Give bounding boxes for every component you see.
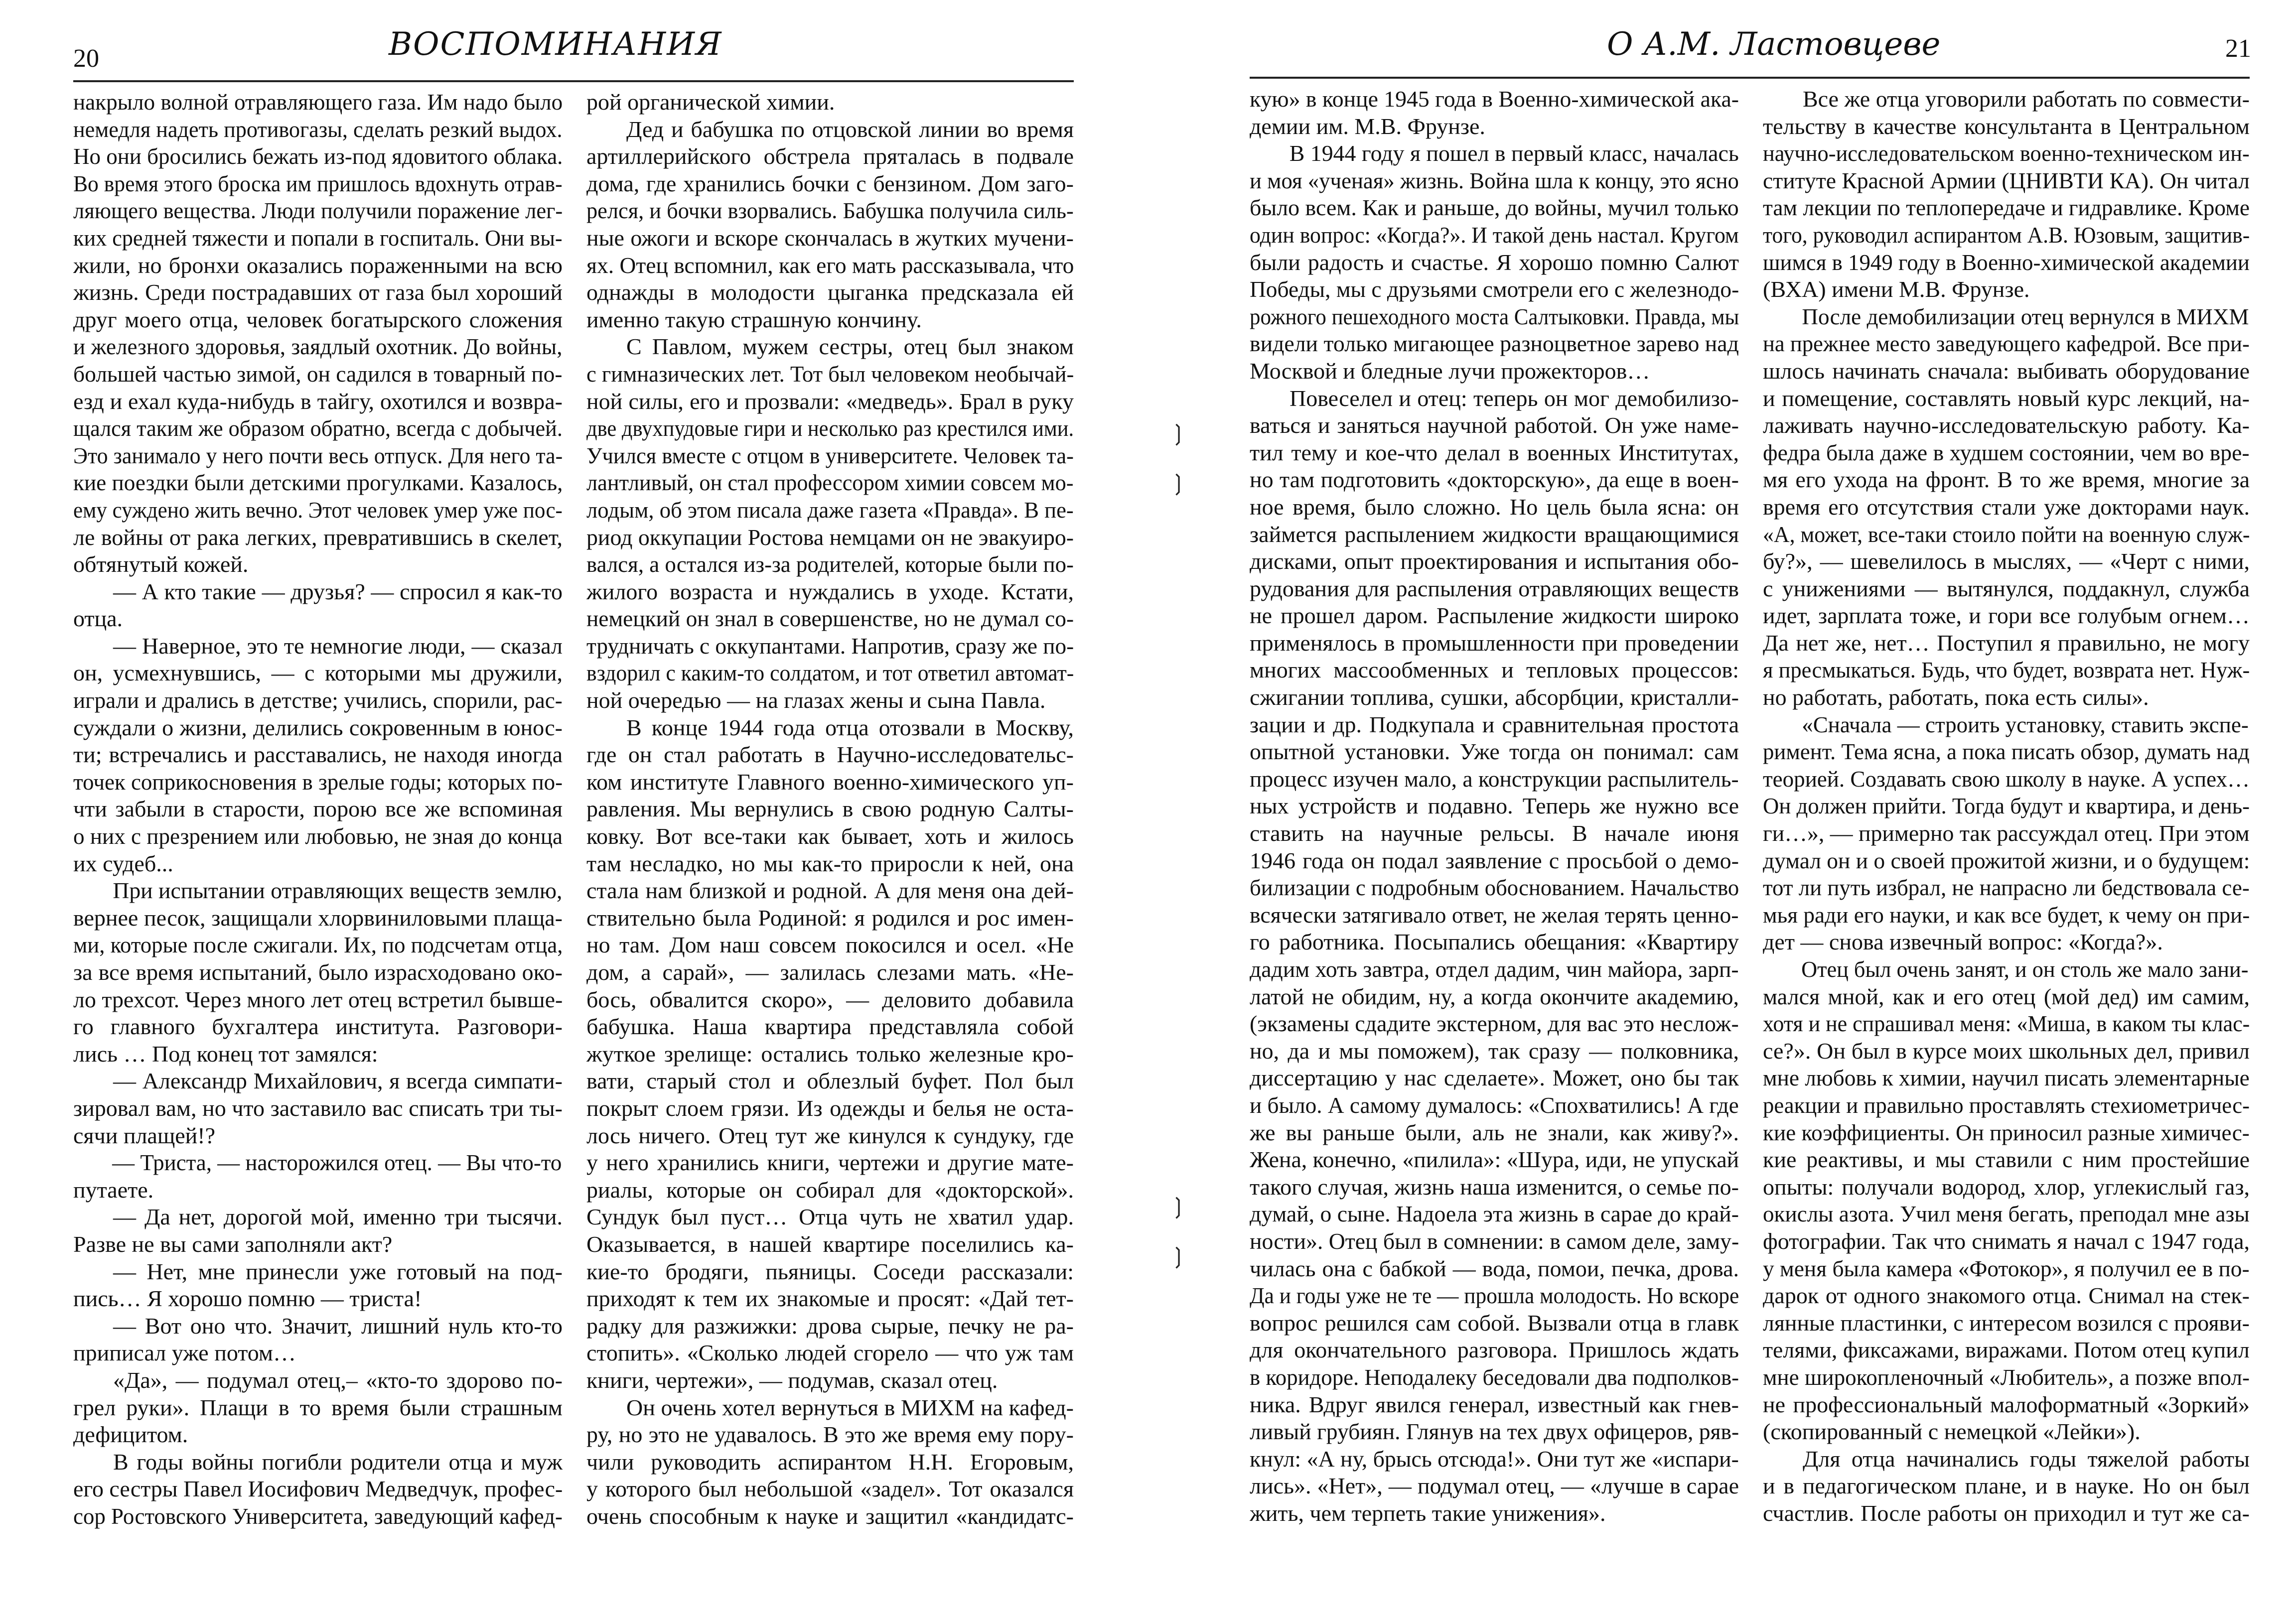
text-line: бабушка. Наша квартира представляла собой (586, 1014, 1074, 1040)
text-line: латой не обидим, ну, а когда окончите академию, (1250, 983, 1739, 1009)
text-line: Да и годы уже не те — прошла молодость. Но вскоре (1250, 1283, 1739, 1309)
text-line: федра была даже в худшем состоянии, чем во вре- (1763, 439, 2250, 465)
text-line: их судеб... (73, 850, 173, 876)
text-line: но работать, работать, пока есть силы». (1763, 684, 2149, 710)
text-line: мья ради его науки, и как все будет, к чему он при- (1763, 902, 2250, 928)
text-line: лантливый, он стал профессором химии совсем мо- (586, 470, 1074, 496)
text-line: Сундук был пуст… Отца чуть не хватил удар. (586, 1204, 1074, 1230)
text-line: там несладко, но мы как-то приросли к ней, она (586, 850, 1074, 876)
text-line: Во время этого броска им пришлось вдохнуть отрав- (73, 170, 563, 196)
text-line: там лекции по теплопередаче и гидравлике. Кроме (1763, 195, 2250, 221)
text-line: на прежнее место заведующего кафедрой. Все при- (1763, 331, 2250, 357)
text-line: немецкий он знал в совершенстве, но не думал со- (586, 606, 1074, 632)
text-line: сячи плащей!? (73, 1122, 216, 1148)
text-line: Дед и бабушка по отцовской линии во время (626, 116, 1074, 142)
text-line: кие коэффициенты. Он приносил разные химичес- (1763, 1119, 2250, 1145)
text-line: ле войны от рака легких, превратившись в скелет, (73, 524, 563, 550)
text-line: опыты: получали водород, хлор, углекислый газ, (1763, 1174, 2250, 1200)
text-line: — Вот оно что. Значит, лишний нуль кто-то (113, 1313, 563, 1339)
text-line: чилась она с бабкой — вода, помои, печка, дрова. (1250, 1255, 1739, 1281)
text-line: у него хранились книги, чертежи и другие мате- (586, 1150, 1074, 1176)
text-line: Да нет же, нет… Поступил я правильно, не могу (1763, 630, 2250, 656)
text-line: рудования для распыления отравляющих веществ (1250, 575, 1739, 601)
text-line: дадим хоть завтра, отдел дадим, чин майора, зарп- (1250, 956, 1739, 982)
text-line: кие-то бродяги, пьяницы. Соседи рассказали: (586, 1258, 1074, 1284)
text-line: ности». Отец был в сомнении: в самом деле, заму- (1250, 1228, 1739, 1254)
text-line: дефицитом. (73, 1422, 188, 1448)
text-line: радку для разжижки: дрова сырые, печку не ра- (586, 1313, 1074, 1339)
text-line: ных устройств и подавно. Теперь же нужно все (1250, 793, 1739, 819)
text-line: (скопированный с немецкой «Лейки»). (1763, 1419, 2141, 1445)
text-line: приходят к тем их знакомые и просят: «Дай тет- (586, 1286, 1074, 1312)
text-line: вати, старый стол и облезлый буфет. Пол был (586, 1068, 1074, 1094)
text-line: займется распылением жидкости вращающимися (1250, 521, 1739, 547)
text-line: у которого был небольшой «задел». Тот оказался (586, 1476, 1074, 1502)
text-line: езд и ехал куда-нибудь в тайгу, охотился и возвра- (73, 388, 563, 414)
text-line: такого случая, жизнь наша изменится, о семье по- (1250, 1174, 1739, 1200)
text-line: того, руководил аспирантом А.В. Юзовым, защитив- (1763, 222, 2250, 248)
text-line: жилого возраста и нуждались в уходе. Кстати, (586, 578, 1074, 604)
text-line: кую» в конце 1945 года в Военно-химической ака- (1250, 86, 1739, 112)
text-line: обтянутый кожей. (73, 551, 249, 577)
text-line: Это занимало у него почти весь отпуск. Для него та- (73, 442, 563, 468)
text-line: 1946 года он подал заявление с просьбой о демо- (1250, 847, 1739, 873)
text-line: бу?», — шевелилось в мыслях, — «Черт с ними, (1763, 548, 2250, 574)
text-line: В 1944 году я пошел в первый класс, началась (1289, 140, 1739, 166)
text-line: не прошел даром. Распыление жидкости широко (1250, 603, 1739, 629)
text-line: ные ожоги и вскоре скончалась в жутких мучени- (586, 225, 1074, 251)
text-line: именно такую страшную кончину. (586, 306, 922, 332)
text-line: чти забыли в старости, порою все же вспоминая (73, 796, 563, 822)
text-line: ливый грубиян. Глянув на тех двух офицеров, ряв- (1250, 1419, 1739, 1445)
text-line: Повеселел и отец: теперь он мог демобилизо- (1290, 385, 1739, 411)
text-line: дарок от одного знакомого отца. Снимал на стек- (1763, 1283, 2250, 1309)
text-line: ло трехсот. Через много лет отец встретил бывше- (73, 986, 563, 1012)
text-line: риод оккупации Ростова немцами он не эвакуиро- (586, 524, 1074, 550)
text-line: ми, которые после сжигали. Их, по подсчетам отца, (73, 932, 563, 958)
text-line: ное время, было сложно. Но цель была ясна: он (1250, 494, 1739, 520)
text-line: накрыло волной отравляющего газа. Им надо было (73, 89, 563, 115)
text-line: фотографии. Так что снимать я начал с 1947 года, (1763, 1228, 2250, 1254)
text-line: окислы азота. Учил меня бегать, преподал мне азы (1763, 1201, 2250, 1227)
text-line: лянные пластинки, с интересом возился с прояви- (1763, 1310, 2250, 1336)
text-line: дома, где хранились бочки с бензином. Дом заго- (586, 170, 1074, 196)
text-line: жуткое зрелище: остались только железные кро- (586, 1041, 1074, 1067)
text-line: демии им. М.В. Фрунзе. (1250, 113, 1485, 139)
text-line: шлось начинать сначала: выбивать оборудование (1763, 358, 2250, 384)
text-line: мне любовь к химии, научил писать элементарные (1763, 1065, 2250, 1091)
text-line: ной силы, его и прозвали: «медведь». Брал в руку (586, 388, 1074, 414)
text-line: хотя и не спрашивал меня: «Миша, в каком ты клас- (1763, 1011, 2250, 1037)
text-line: однажды в молодости цыганка предсказала ей (586, 279, 1074, 305)
text-line: ти; встречались и расставались, не находя иногда (73, 742, 563, 768)
text-line: немедля надеть противогазы, сделать резкий выдох. (73, 116, 563, 142)
text-line: се?». Он был в курсе моих школьных дел, привил (1763, 1038, 2250, 1064)
text-line: ституте Красной Армии (ЦНИВТИ КА). Он читал (1763, 167, 2250, 193)
text-line: — Триста, — насторожился отец. — Вы что-то (112, 1150, 562, 1176)
text-line: теорией. Создавать свою школу в науке. А успех… (1763, 766, 2250, 792)
text-line: стопить». «Сколько людей сгорело — что уж там (586, 1340, 1074, 1366)
text-line: Учился вместе с отцом в университете. Человек та- (586, 442, 1074, 468)
text-line: римент. Тема ясна, а пока писать обзор, думать над (1763, 739, 2250, 765)
text-line: (экзамены сдадите экстерном, для вас это неслож- (1250, 1011, 1739, 1037)
text-line: с гимназических лет. Тот был человеком необычай- (586, 361, 1074, 387)
text-line: грел руки». Плащи в то время были страшным (73, 1394, 563, 1420)
text-line: ствительно была Родиной: я родился и рос имен- (586, 905, 1074, 931)
text-line: и в педагогическом плане, и в науке. Но он был (1763, 1473, 2250, 1499)
text-line: вернее песок, защищали хлорвиниловыми плаща- (73, 905, 563, 931)
text-line: шимся в 1949 году в Военно-химической академии (1763, 249, 2250, 275)
left-page-number: 20 (73, 44, 99, 73)
text-line: стала нам близкой и родной. А для меня она дей- (586, 878, 1074, 904)
text-line: лись … Под конец тот замялся: (73, 1041, 378, 1067)
text-line: один вопрос: «Когда?». И такой день настал. Кругом (1250, 222, 1739, 248)
left-header-rule (73, 80, 1074, 82)
text-line: за все время испытаний, было израсходовано око- (73, 959, 563, 985)
text-line: Москвой и бледные лучи прожекторов… (1250, 358, 1650, 384)
text-line: рой органической химии. (586, 89, 835, 115)
text-line: С Павлом, мужем сестры, отец был знаком (626, 334, 1074, 360)
text-line: мне широкопленочный «Любитель», а позже впол- (1763, 1364, 2250, 1390)
text-line: многих массообменных и тепловых процессов: (1250, 657, 1739, 683)
text-line: ника. Вдруг явился генерал, известный как гнев- (1250, 1391, 1739, 1417)
text-line: равления. Мы вернулись в свою родную Салты- (586, 796, 1074, 822)
text-line: мался мной, как и его отец (мой дед) им самим, (1763, 983, 2250, 1009)
text-line: друг моего отца, человек богатырского сложения (73, 306, 563, 332)
text-line: Разве не вы сами заполняли акт? (73, 1231, 393, 1257)
right-page-column-1 (1250, 86, 1739, 1527)
text-line: «А, может, все-таки стоило пойти на военную служ- (1763, 521, 2250, 547)
text-line: Оказывается, в нашей квартире поселились ка- (586, 1231, 1074, 1257)
right-header-rule (1250, 77, 2250, 79)
text-line: ковку. Вот все-таки как бывает, хоть и жилось (586, 823, 1074, 849)
text-line: диссертацию у нас сделаете». Может, оно бы так (1250, 1065, 1739, 1091)
text-line: Все же отца уговорили работать по совмести- (1803, 86, 2250, 112)
text-line: зировал вам, но что заставило вас списать три ты- (73, 1095, 563, 1121)
text-line: где он стал работать в Научно-исследовательс- (586, 742, 1074, 768)
text-line: но там подготовить «докторскую», да еще в воен- (1250, 467, 1739, 493)
text-line: время его отсутствия стали уже докторами наук. (1763, 494, 2250, 520)
text-line: он, усмехнувшись, — с которыми мы дружили, (73, 660, 563, 686)
text-line: и было. А самому думалось: «Спохватились! А где (1250, 1092, 1739, 1118)
text-line: вался, а остался из-за родителей, которые были по- (586, 551, 1074, 577)
text-line: ких средней тяжести и попали в госпиталь. Они вы- (73, 225, 563, 251)
text-line: опытной установки. Уже тогда он понимал: сам (1250, 739, 1739, 765)
staple-mark: ❳ (1169, 1243, 1187, 1269)
text-line: приписал уже потом… (73, 1340, 296, 1366)
text-line: всячески затягивало ответ, не желая терять ценно- (1250, 902, 1739, 928)
text-line: тил тему и кое-что делал в военных Институтах, (1250, 439, 1739, 465)
text-line: лодым, об этом писала даже газета «Правда». В пе- (586, 497, 1074, 523)
text-line: чили руководить аспирантом Н.Н. Егоровым, (586, 1449, 1074, 1475)
text-line: реакции и правильно проставлять стехиометричес- (1763, 1092, 2250, 1118)
text-line: го работника. Посыпались обещания: «Квартиру (1250, 929, 1739, 955)
text-line: релся, и бочки взорвались. Бабушка получила силь- (586, 198, 1074, 224)
right-running-title: О А.М. Ластовцеве (1607, 26, 1941, 63)
text-line: го главного бухгалтера института. Разговори- (73, 1014, 563, 1040)
text-line: артиллерийского обстрела пряталась в подвале (586, 143, 1074, 169)
text-line: ях. Отец вспомнил, как его мать рассказывала, что (586, 252, 1074, 278)
text-line: Отец был очень занят, и он столь же мало зани- (1801, 956, 2249, 982)
text-line: для окончательного разговора. Пришлось ждать (1250, 1337, 1739, 1363)
text-line: В конце 1944 года отца отозвали в Москву, (626, 714, 1074, 740)
text-line: жили, но бронхи оказались пораженными на всю (73, 252, 563, 278)
text-line: и помещение, составлять новый курс лекций, на- (1763, 385, 2250, 411)
text-line: в коридоре. Неподалеку беседовали два подполков- (1250, 1364, 1739, 1390)
text-line: При испытании отравляющих веществ землю, (113, 878, 563, 904)
staple-mark: ❳ (1169, 1194, 1187, 1219)
left-page-column-2 (586, 89, 1074, 1530)
text-line: же вы раньше были, аль не знали, как живу?». (1250, 1119, 1739, 1145)
staple-mark: ❳ (1169, 470, 1187, 496)
text-line: — А кто такие — друзья? — спросил я как-то (113, 578, 563, 604)
left-page-column-1 (73, 89, 563, 1530)
text-line: счастлив. После работы он приходил и тут же са- (1763, 1500, 2250, 1526)
text-line: Он должен прийти. Тогда будут и квартира, и день- (1763, 793, 2250, 819)
right-page-number: 21 (2225, 34, 2251, 63)
right-page-column-2 (1763, 86, 2250, 1527)
text-line: жизнь. Среди пострадавших от газа был хороший (73, 279, 563, 305)
text-line: о них с презрением или любовью, не зная до конца (73, 823, 563, 849)
text-line: точек соприкосновения в зрелые годы; которых по- (73, 769, 563, 795)
text-line: не профессиональный малоформатный «Зоркий» (1763, 1391, 2250, 1417)
text-line: ставить на научные рельсы. В начале июня (1250, 820, 1739, 846)
text-line: ему суждено жить вечно. Этот человек умер уже пос- (73, 497, 563, 523)
text-line: путаете. (73, 1177, 154, 1203)
text-line: ком институте Главного военно-химического уп- (586, 769, 1074, 795)
text-line: сор Ростовского Университета, заведующий кафед- (73, 1503, 563, 1529)
text-line: ру, но это не удавалось. В это же время ему пору- (586, 1422, 1074, 1448)
text-line: тот ли путь избрал, не напрасно ли бедствовала се- (1763, 875, 2250, 901)
text-line: бось, обвалится скоро», — деловито добавила (586, 986, 1074, 1012)
text-line: вздорил с каким-то солдатом, и тот ответил автомат- (586, 660, 1074, 686)
text-line: и моя «ученая» жизнь. Война шла к концу, это ясно (1250, 167, 1739, 193)
text-line: ляющего вещества. Люди получили поражение лег- (73, 198, 563, 224)
text-line: Он очень хотел вернуться в МИХМ на кафед- (626, 1394, 1074, 1420)
text-line: были радость и счастье. Я хорошо помню Салют (1250, 249, 1739, 275)
text-line: но, да и мы поможем), так сразу — полковника, (1250, 1038, 1739, 1064)
text-line: ваться и заняться научной работой. Он уже наме- (1250, 412, 1739, 438)
text-line: Жена, конечно, «пилила»: «Шура, иди, не упускай (1250, 1147, 1739, 1173)
text-line: научно-исследовательском военно-техническом ин- (1763, 140, 2250, 166)
text-line: телями, фиксажами, виражами. Потом отец купил (1763, 1337, 2250, 1363)
text-line: кие реактивы, и мы ставили с ним простейшие (1763, 1147, 2250, 1173)
text-line: Для отца начинались годы тяжелой работы (1803, 1446, 2250, 1472)
text-line: «Да», — подумал отец,– «кто-то здорово по- (113, 1367, 563, 1393)
text-line: ной очередью — на глазах жены и сына Павла. (586, 687, 1046, 713)
text-line: и железного здоровья, заядлый охотник. До войны, (73, 334, 563, 360)
text-line: покрыт слоем грязи. Из одежды и белья не оста- (586, 1095, 1074, 1121)
text-line: риалы, которые он собирал для «докторской». (586, 1177, 1074, 1203)
text-line: — Нет, мне принесли уже готовый на под- (113, 1258, 563, 1284)
text-line: применялось в промышленности при проведении (1250, 630, 1739, 656)
text-line: пись… Я хорошо помню — триста! (73, 1286, 422, 1312)
text-line: мя его ухода на фронт. В то же время, многие за (1763, 467, 2250, 493)
text-line: — Да нет, дорогой мой, именно три тысячи. (113, 1204, 563, 1230)
text-line: думал он и о своей прожитой жизни, и о будущем: (1763, 847, 2250, 873)
text-line: дисками, опыт проектирования и испытания обо- (1250, 548, 1739, 574)
text-line: «Сначала — строить установку, ставить экспе- (1802, 711, 2249, 737)
text-line: видели только мигающее разноцветное зарево над (1250, 331, 1739, 357)
text-line: (ВХА) имени М.В. Фрунзе. (1763, 276, 2030, 302)
text-line: лось ничего. Отец тут же кинулся к сундуку, где (586, 1122, 1074, 1148)
text-line: лись». «Нет», — подумал отец, — «лучше в сарае (1250, 1473, 1739, 1499)
text-line: трудничать с оккупантами. Напротив, сразу же по- (586, 633, 1074, 659)
text-line: Победы, мы с друзьями смотрели его с железнодо- (1250, 276, 1739, 302)
text-line: книги, чертежи», — подумав, сказал отец. (586, 1367, 998, 1393)
text-line: ги…», — примерно так рассуждал отец. При этом (1763, 820, 2250, 846)
text-line: тельству в качестве консультанта в Центральном (1763, 113, 2250, 139)
text-line: его сестры Павел Иосифович Медведчук, профес- (73, 1476, 563, 1502)
text-line: зации и др. Подкупала и сравнительная простота (1250, 711, 1739, 737)
text-line: большей частью зимой, он садился в товарный по- (73, 361, 563, 387)
text-line: вопрос решился сам собой. Вызвали отца в главк (1250, 1310, 1739, 1336)
text-line: у меня была камера «Фотокор», я получил ее в по- (1763, 1255, 2250, 1281)
text-line: — Александр Михайлович, я всегда симпати- (113, 1068, 563, 1094)
text-line: билизации с подробным обоснованием. Начальство (1250, 875, 1739, 901)
text-line: рожного пешеходного моста Салтыковки. Правда, мы (1250, 303, 1739, 329)
text-line: лаживать научно-исследовательскую работу. Ка- (1763, 412, 2250, 438)
text-line: было всем. Как и раньше, до войны, мучил только (1250, 195, 1739, 221)
staple-mark: ❳ (1169, 420, 1187, 446)
text-line: жить, чем терпеть такие унижения». (1250, 1500, 1606, 1526)
text-line: сжигании топлива, сушки, абсорбции, кристалли- (1250, 684, 1739, 710)
left-running-title: ВОСПОМИНАНИЯ (389, 26, 722, 63)
text-line: Но они бросились бежать из-под ядовитого облака. (73, 143, 563, 169)
text-line: В годы войны погибли родители отца и муж (113, 1449, 563, 1475)
text-line: две двухпудовые гири и несколько раз крестился ими. (586, 415, 1074, 441)
text-line: дет — снова извечный вопрос: «Когда?». (1763, 929, 2163, 955)
text-line: суждали о жизни, делились сокровенным в юнос- (73, 714, 563, 740)
text-line: процесс изучен мало, а конструкции распылитель- (1250, 766, 1739, 792)
text-line: но там. Дом наш совсем покосился и осел. «Не (586, 932, 1074, 958)
text-line: — Наверное, это те немногие люди, — сказал (113, 633, 563, 659)
text-line: играли и дрались в детстве; учились, спорили, рас- (73, 687, 563, 713)
text-line: думай, о сыне. Надоела эта жизнь в сарае до край- (1250, 1201, 1739, 1227)
text-line: с унижениями — вытянулся, поддакнул, служба (1763, 575, 2250, 601)
text-line: очень способным к науке и защитил «кандидатс- (586, 1503, 1074, 1529)
text-line: идет, зарплата тоже, и гори все голубым огнем… (1763, 603, 2250, 629)
text-line: кие поездки были детскими прогулками. Казалось, (73, 470, 563, 496)
text-line: дом, а сарай», — залилась слезами мать. «Не- (586, 959, 1074, 985)
text-line: кнул: «А ну, брысь отсюда!». Они тут же «испари- (1250, 1446, 1739, 1472)
text-line: щался таким же образом обратно, всегда с добычей. (73, 415, 563, 441)
text-line: отца. (73, 606, 123, 632)
text-line: После демобилизации отец вернулся в МИХМ (1802, 303, 2249, 329)
text-line: я пресмыкаться. Будь, что будет, возврата нет. Нуж- (1763, 657, 2250, 683)
